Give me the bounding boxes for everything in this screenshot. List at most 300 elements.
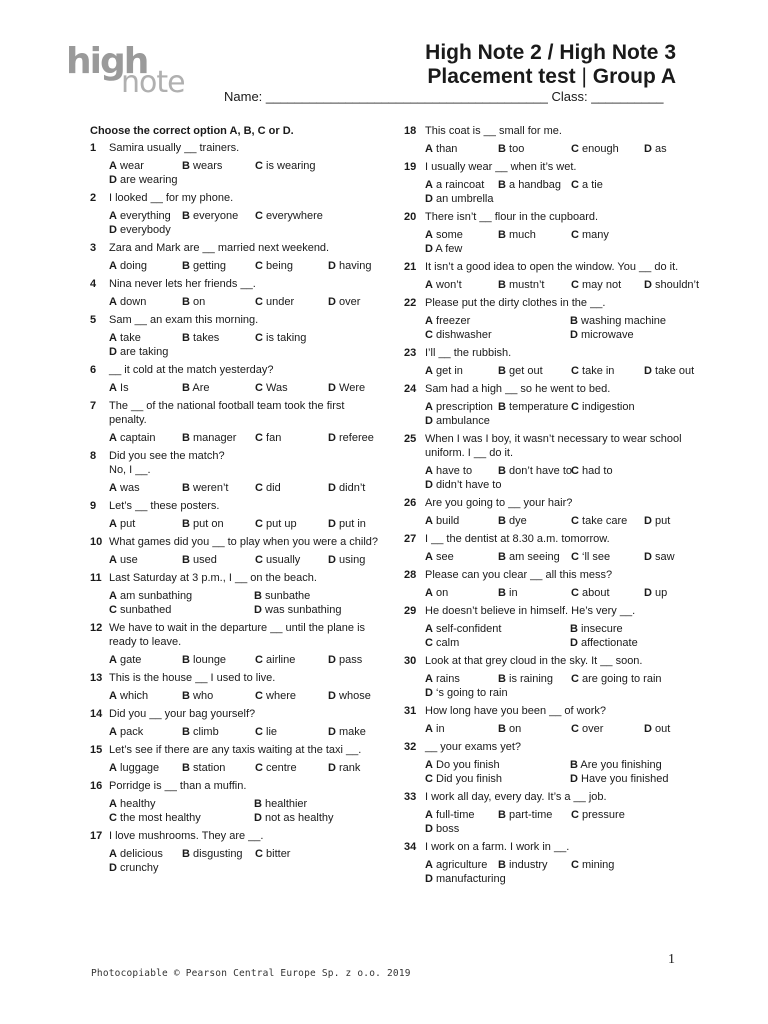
option-text: sunbathe — [265, 590, 311, 602]
option-text: which — [120, 690, 149, 702]
option-letter: D — [425, 243, 433, 255]
answer-option — [571, 586, 644, 600]
option-text: pack — [120, 726, 144, 738]
answer-options — [425, 400, 694, 428]
answer-option-row — [425, 622, 694, 636]
option-text: are going to rain — [582, 673, 662, 685]
answer-option — [328, 381, 401, 395]
option-letter: C — [571, 859, 579, 871]
answer-option — [109, 761, 182, 775]
question-text: Are you going to __ your hair? — [425, 497, 573, 509]
question-item — [404, 704, 694, 736]
question-number: 17 — [90, 830, 103, 842]
option-letter: B — [182, 518, 190, 530]
answer-option — [328, 295, 401, 309]
option-letter: B — [254, 590, 262, 602]
option-letter: D — [425, 193, 433, 205]
question-item — [404, 210, 694, 256]
answer-option — [644, 550, 717, 564]
answer-options — [109, 797, 380, 825]
option-text: luggage — [120, 762, 160, 774]
question-item — [404, 496, 694, 528]
answer-option — [109, 209, 182, 223]
option-text: fan — [266, 432, 282, 444]
option-text: weren’t — [193, 482, 229, 494]
option-text: being — [266, 260, 293, 272]
option-letter: B — [182, 382, 190, 394]
option-text: over — [582, 723, 604, 735]
option-letter: D — [644, 279, 652, 291]
option-letter: A — [425, 551, 433, 563]
answer-option — [425, 328, 570, 342]
option-letter: C — [255, 848, 263, 860]
answer-option — [425, 228, 498, 242]
option-letter: D — [109, 346, 117, 358]
option-text: Were — [339, 382, 366, 394]
question-text: Sam __ an exam this morning. — [109, 314, 259, 326]
option-letter: A — [109, 690, 117, 702]
option-letter: D — [328, 554, 336, 566]
option-text: get in — [436, 365, 463, 377]
question-item — [90, 571, 380, 617]
answer-option-row — [425, 686, 694, 700]
option-text: everyone — [193, 210, 239, 222]
option-letter: D — [254, 812, 262, 824]
answer-options — [109, 381, 380, 395]
answer-option-row — [425, 142, 694, 156]
option-text: use — [120, 554, 138, 566]
question-number: 5 — [90, 314, 97, 326]
option-text: don’t have to — [509, 465, 573, 477]
option-text: a tie — [582, 179, 603, 191]
question-item — [404, 532, 694, 564]
question-item — [90, 671, 380, 703]
question-item — [90, 499, 380, 531]
question-text: He doesn’t believe in himself. He’s very __. — [425, 605, 636, 617]
question-text: This coat is __ small for me. — [425, 125, 562, 137]
question-item — [404, 382, 694, 428]
answer-option — [254, 811, 399, 825]
question-text: Nina never lets her friends __. — [109, 278, 256, 290]
option-text: some — [436, 229, 463, 241]
answer-option — [425, 858, 498, 872]
option-letter: B — [498, 551, 506, 563]
answer-option — [571, 278, 644, 292]
question-text: I usually wear __ when it’s wet. — [425, 161, 577, 173]
option-letter: C — [571, 551, 579, 563]
question-number: 30 — [404, 655, 417, 667]
option-letter: B — [182, 762, 190, 774]
answer-option — [571, 858, 644, 872]
question-number: 22 — [404, 297, 417, 309]
answer-option — [425, 772, 570, 786]
question-text: Let’s __ these posters. — [109, 500, 220, 512]
option-letter: D — [570, 329, 578, 341]
answer-options — [425, 672, 694, 700]
answer-option-row — [109, 603, 380, 617]
answer-option-row — [109, 689, 380, 703]
option-letter: C — [109, 812, 117, 824]
question-number: 18 — [404, 125, 417, 137]
answer-option-row — [425, 364, 694, 378]
option-text: using — [339, 554, 366, 566]
option-letter: A — [425, 859, 433, 871]
answer-option — [571, 514, 644, 528]
question-item — [404, 604, 694, 650]
answer-option — [425, 550, 498, 564]
answer-options — [109, 431, 380, 445]
answer-option-row — [109, 761, 380, 775]
question-text: I looked __ for my phone. — [109, 192, 234, 204]
answer-option — [425, 414, 498, 428]
answer-option-row — [109, 725, 380, 739]
question-item — [90, 829, 380, 875]
answer-option — [571, 550, 644, 564]
option-letter: C — [571, 515, 579, 527]
answer-option — [498, 808, 571, 822]
question-number: 1 — [90, 142, 97, 154]
answer-option — [425, 478, 502, 492]
answer-option — [109, 381, 182, 395]
answer-option — [425, 464, 498, 478]
answer-option — [571, 722, 644, 736]
question-number: 13 — [90, 672, 103, 684]
option-letter: B — [498, 179, 506, 191]
option-letter: A — [109, 554, 117, 566]
answer-option-row — [109, 653, 380, 667]
answer-options — [425, 364, 694, 378]
option-text: was — [120, 482, 140, 494]
option-letter: B — [498, 143, 506, 155]
answer-option — [425, 636, 570, 650]
option-letter: B — [182, 210, 190, 222]
option-text: am seeing — [509, 551, 560, 563]
option-text: manufacturing — [436, 873, 506, 885]
option-text: over — [339, 296, 361, 308]
answer-option — [109, 295, 182, 309]
answer-option-row — [109, 209, 380, 223]
answer-option — [109, 653, 182, 667]
question-item — [404, 568, 694, 600]
answer-options — [109, 481, 380, 495]
question-item — [90, 449, 380, 495]
question-item — [404, 654, 694, 700]
answer-options — [425, 586, 694, 600]
answer-option-row — [425, 278, 700, 292]
answer-option — [571, 178, 644, 192]
answer-option — [109, 173, 182, 187]
option-text: take care — [582, 515, 628, 527]
question-text: Last Saturday at 3 p.m., I __ on the beach. — [109, 572, 317, 584]
option-letter: C — [571, 179, 579, 191]
option-text: Are — [192, 382, 210, 394]
option-text: take — [120, 332, 141, 344]
option-text: build — [436, 515, 460, 527]
option-text: take out — [655, 365, 695, 377]
option-text: make — [339, 726, 366, 738]
question-item — [404, 740, 694, 786]
high-note-logo — [66, 41, 186, 104]
option-text: whose — [339, 690, 371, 702]
option-text: is wearing — [266, 160, 316, 172]
answer-option — [425, 672, 498, 686]
answer-option-row — [425, 314, 694, 328]
answer-option — [571, 400, 644, 414]
option-text: dye — [509, 515, 527, 527]
answer-option — [328, 431, 401, 445]
question-text: Porridge is __ than a muffin. — [109, 780, 247, 792]
option-letter: D — [644, 587, 652, 599]
question-text: The __ of the national football team took the first penalty. — [109, 400, 345, 426]
option-letter: D — [425, 873, 433, 885]
answer-option-row — [109, 173, 380, 187]
answer-options — [425, 622, 694, 650]
answer-option — [255, 847, 328, 861]
question-text: I’ll __ the rubbish. — [425, 347, 512, 359]
answer-option — [109, 861, 182, 875]
question-item — [404, 432, 694, 492]
answer-option — [109, 159, 182, 173]
question-item — [404, 790, 694, 836]
option-letter: A — [109, 260, 117, 272]
question-item — [90, 399, 380, 445]
option-text: having — [339, 260, 372, 272]
option-letter: A — [425, 401, 433, 413]
question-item — [90, 141, 380, 187]
question-item — [404, 124, 694, 156]
option-text: insecure — [581, 623, 623, 635]
answer-option — [109, 553, 182, 567]
subtitle-test: Placement test — [427, 65, 576, 88]
option-letter: A — [109, 160, 117, 172]
option-letter: C — [255, 210, 263, 222]
answer-option — [109, 431, 182, 445]
answer-option — [571, 672, 662, 686]
answer-option — [254, 603, 399, 617]
answer-option — [109, 811, 254, 825]
answer-option — [425, 758, 570, 772]
answer-option — [571, 142, 644, 156]
option-letter: D — [328, 432, 336, 444]
question-number: 12 — [90, 622, 103, 634]
logo-text-high: high — [66, 41, 148, 82]
option-letter: C — [255, 690, 263, 702]
option-text: everywhere — [266, 210, 323, 222]
option-text: a raincoat — [436, 179, 485, 191]
question-item — [90, 779, 380, 825]
option-letter: C — [255, 260, 263, 272]
option-letter: B — [570, 315, 578, 327]
answer-option — [644, 142, 717, 156]
answer-options — [109, 653, 380, 667]
question-number: 11 — [90, 572, 102, 584]
option-text: part-time — [509, 809, 553, 821]
answer-options — [425, 228, 694, 256]
option-text: everybody — [120, 224, 171, 236]
page-subtitle — [427, 64, 676, 90]
answer-option — [254, 797, 399, 811]
answer-options — [425, 178, 694, 206]
answer-option — [498, 672, 571, 686]
option-text: an umbrella — [436, 193, 494, 205]
option-text: on — [436, 587, 449, 599]
option-text: wears — [193, 160, 223, 172]
question-text: It isn’t a good idea to open the window. You __ do it. — [425, 261, 679, 273]
option-text: calm — [436, 637, 460, 649]
option-text: are taking — [120, 346, 169, 358]
question-text: __ your exams yet? — [425, 741, 521, 753]
answer-option — [570, 636, 715, 650]
option-letter: B — [498, 401, 506, 413]
option-letter: A — [109, 210, 117, 222]
option-letter: D — [328, 518, 336, 530]
answer-option — [255, 653, 328, 667]
answer-option-row — [425, 514, 694, 528]
answer-option-row — [109, 381, 380, 395]
answer-option — [109, 847, 182, 861]
option-text: freezer — [436, 315, 471, 327]
answer-option — [182, 159, 255, 173]
option-text: ‘s going to rain — [436, 687, 508, 699]
answer-option-row — [425, 858, 694, 872]
option-text: is raining — [509, 673, 554, 685]
option-text: delicious — [120, 848, 163, 860]
option-letter: C — [571, 279, 579, 291]
question-text: How long have you been __ of work? — [425, 705, 607, 717]
answer-option — [570, 328, 715, 342]
answer-option-row — [425, 722, 694, 736]
answer-option — [255, 689, 328, 703]
option-text: Is — [120, 382, 129, 394]
option-letter: C — [571, 229, 579, 241]
answer-option-row — [109, 345, 380, 359]
option-text: on — [509, 723, 522, 735]
option-letter: A — [109, 798, 117, 810]
option-letter: D — [328, 382, 336, 394]
question-number: 26 — [404, 497, 417, 509]
option-text: everything — [120, 210, 171, 222]
answer-options — [109, 331, 380, 359]
question-text: Sam had a high __ so he went to bed. — [425, 383, 611, 395]
option-letter: A — [425, 515, 433, 527]
answer-option — [328, 725, 401, 739]
answer-option — [425, 278, 498, 292]
answer-option-row — [109, 481, 380, 495]
option-letter: D — [570, 773, 578, 785]
answer-option — [570, 772, 715, 786]
answer-option — [109, 345, 182, 359]
option-text: than — [436, 143, 458, 155]
option-text: lounge — [193, 654, 227, 666]
answer-option — [425, 822, 498, 836]
answer-option — [182, 653, 255, 667]
answer-option-row — [425, 192, 694, 206]
option-letter: B — [498, 673, 506, 685]
answer-option — [255, 517, 328, 531]
answer-option — [570, 622, 715, 636]
option-letter: C — [255, 654, 263, 666]
option-letter: A — [425, 179, 433, 191]
question-number: 34 — [404, 841, 417, 853]
answer-option — [182, 431, 255, 445]
option-text: getting — [193, 260, 227, 272]
option-letter: A — [425, 315, 433, 327]
option-text: out — [655, 723, 671, 735]
option-letter: C — [255, 332, 263, 344]
answer-option — [498, 514, 571, 528]
question-number: 33 — [404, 791, 417, 803]
option-letter: D — [328, 482, 336, 494]
answer-option — [498, 178, 571, 192]
question-number: 9 — [90, 500, 97, 512]
answer-option-row — [425, 464, 694, 478]
answer-option — [498, 142, 571, 156]
answer-option-row — [109, 589, 380, 603]
answer-option — [644, 586, 717, 600]
answer-options — [109, 209, 380, 237]
option-text: gate — [120, 654, 142, 666]
answer-option-row — [425, 636, 694, 650]
question-text: I __ the dentist at 8.30 a.m. tomorrow. — [425, 533, 610, 545]
option-text: full-time — [436, 809, 475, 821]
option-letter: C — [571, 401, 579, 413]
option-letter: D — [109, 174, 117, 186]
option-text: doing — [120, 260, 147, 272]
answer-option-row — [425, 242, 694, 256]
questions-column-left — [90, 124, 380, 879]
answer-option-row — [425, 478, 694, 492]
answer-options — [109, 295, 380, 309]
option-text: Have you finished — [581, 773, 669, 785]
question-item — [404, 346, 694, 378]
question-text: Let’s see if there are any taxis waiting at the taxi __. — [109, 744, 362, 756]
question-item — [90, 191, 380, 237]
option-letter: D — [644, 365, 652, 377]
answer-option-row — [425, 550, 694, 564]
answer-option — [109, 331, 182, 345]
option-text: Do you finish — [436, 759, 500, 771]
question-number: 31 — [404, 705, 417, 717]
answer-option-row — [425, 328, 694, 342]
answer-option — [255, 159, 328, 173]
option-text: rains — [436, 673, 460, 685]
answer-option — [425, 242, 498, 256]
option-letter: A — [109, 296, 117, 308]
option-letter: A — [109, 482, 117, 494]
option-text: Did you finish — [436, 773, 503, 785]
option-text: microwave — [581, 329, 634, 341]
question-number: 28 — [404, 569, 417, 581]
answer-option — [571, 364, 644, 378]
option-letter: C — [425, 773, 433, 785]
answer-option — [425, 808, 498, 822]
answer-option-row — [425, 808, 694, 822]
question-item — [90, 313, 380, 359]
option-text: shouldn’t — [655, 279, 700, 291]
answer-option — [182, 517, 255, 531]
option-text: take in — [582, 365, 615, 377]
option-text: industry — [509, 859, 548, 871]
option-text: enough — [582, 143, 619, 155]
option-letter: C — [571, 143, 579, 155]
option-text: too — [509, 143, 525, 155]
question-item — [404, 260, 700, 292]
question-item — [90, 707, 380, 739]
answer-option — [425, 192, 498, 206]
option-text: may not — [582, 279, 622, 291]
answer-options — [425, 514, 694, 528]
answer-option-row — [109, 223, 380, 237]
